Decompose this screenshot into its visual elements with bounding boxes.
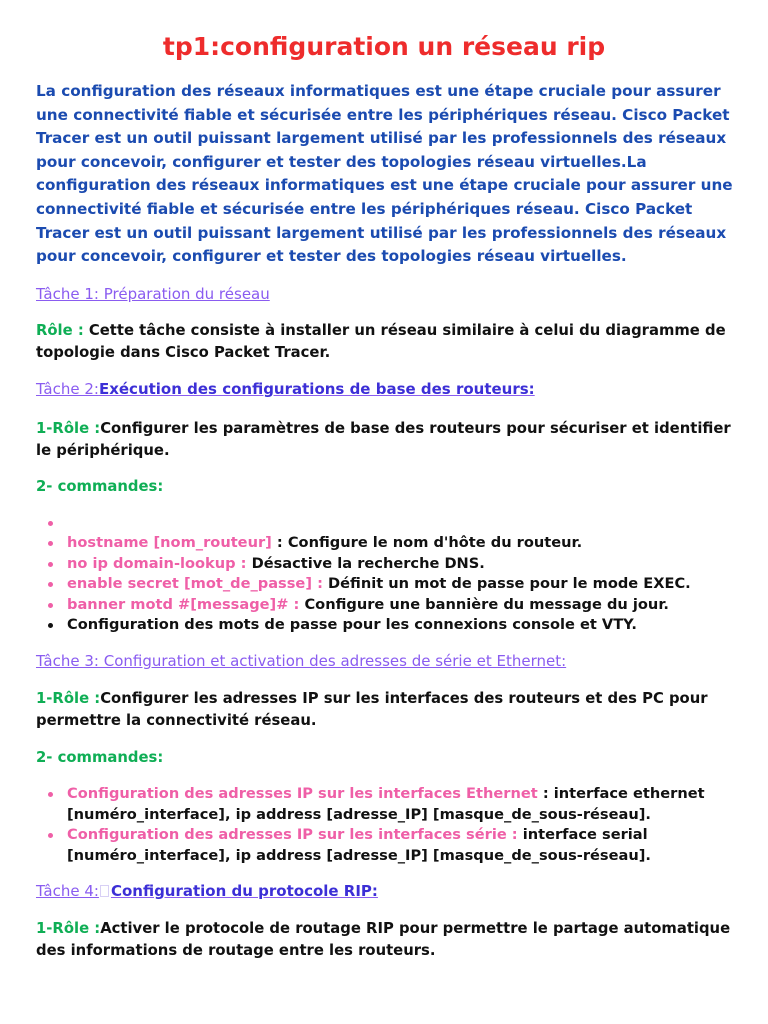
command-name: Configuration des adresses IP sur les interfaces Ethernet [67,785,538,802]
bullet-icon [48,792,53,797]
task1-role-label: Rôle : [36,322,84,339]
list-item [36,554,736,575]
list-item [36,513,736,533]
bullet-icon [48,521,53,526]
task3-heading: Tâche 3: Configuration et activation des adresses de série et Ethernet: [36,652,567,670]
command-desc: : Configure le nom d'hôte du routeur. [271,534,583,551]
list-item [36,533,736,554]
task3-command-list [36,784,736,866]
bullet-icon [48,541,53,546]
task4-role-text: Activer le protocole de routage RIP pour permettre le partage automatique des informations de routage entre les routeurs. [36,920,731,959]
task3-role-label: 1-Rôle : [36,690,101,707]
task3-role-text: Configurer les adresses IP sur les interfaces des routeurs et des PC pour permettre la connectivité réseau. [36,690,708,729]
list-item [36,615,736,636]
task2-command-list [36,513,736,636]
bullet-icon [48,582,53,587]
bullet-icon [48,833,53,838]
task1-heading: Tâche 1: Préparation du réseau [36,285,270,303]
list-item [36,825,736,866]
list-item [36,574,736,595]
placeholder-box-icon [100,885,109,897]
task4-role-label: 1-Rôle : [36,920,101,937]
bullet-icon [48,562,53,567]
bullet-icon [48,603,53,608]
task4-heading-prefix: Tâche 4: [36,882,99,900]
page-title: tp1:configuration un réseau rip [162,32,606,61]
task4-role [36,918,736,962]
list-item [36,595,736,616]
command-desc: : interface ethernet [numéro_interface], ip address [adresse_IP] [masque_de_sous-réseau]. [67,785,705,823]
command-name: banner motd #[message]# : [67,595,300,613]
task2-role-label: 1-Rôle : [36,420,101,437]
bullet-icon [48,623,53,628]
task2-heading [36,380,535,398]
task1-role-text: Cette tâche consiste à installer un réseau similaire à celui du diagramme de topologie dans Cisco Packet Tracer. [36,322,726,361]
command-desc: Désactive la recherche DNS. [246,554,485,572]
task4-heading [36,882,378,900]
task1-role [36,320,736,364]
task4-heading-rest: Configuration du protocole RIP: [110,882,378,900]
task3-commands-label: 2- commandes: [36,749,164,766]
task2-role-text: Configurer les paramètres de base des routeurs pour sécuriser et identifier le périphérique. [36,420,731,459]
task2-heading-prefix: Tâche 2: [36,380,99,398]
command-desc: Configuration des mots de passe pour les connexions console et VTY. [67,616,637,633]
command-name: enable secret [mot_de_passe] : [67,575,323,592]
command-desc: Définit un mot de passe pour le mode EXEC. [322,575,691,592]
task2-role [36,418,736,462]
intro-paragraph: La configuration des réseaux informatiques est une étape cruciale pour assurer une connectivité fiable et sécurisée entre les périphériques réseau. Cisco Packet Tracer est un outil puissant largement utilisé par les professionnels des réseaux pour concevoir, configurer et tester des topologies réseau virtuelles.La configuration des réseaux informatiques est une étape cruciale pour assurer une connectivité fiable et sécurisée entre les périphériques réseau. Cisco Packet Tracer est un outil puissant largement utilisé par les professionnels des réseaux pour concevoir, configurer et tester des topologies réseau virtuelles. [36,82,733,266]
command-name: Configuration des adresses IP sur les interfaces série : [67,826,518,843]
command-desc: interface serial [numéro_interface], ip address [adresse_IP] [masque_de_sous-réseau]. [67,826,651,864]
task3-role [36,688,736,732]
command-name: no ip domain-lookup : [67,554,247,572]
command-name: hostname [nom_routeur] [67,534,272,551]
task2-heading-rest: Exécution des configurations de base des routeurs: [98,380,535,398]
command-desc: Configure une bannière du message du jour. [299,595,669,613]
task2-commands-label: 2- commandes: [36,478,164,495]
list-item [36,784,736,825]
